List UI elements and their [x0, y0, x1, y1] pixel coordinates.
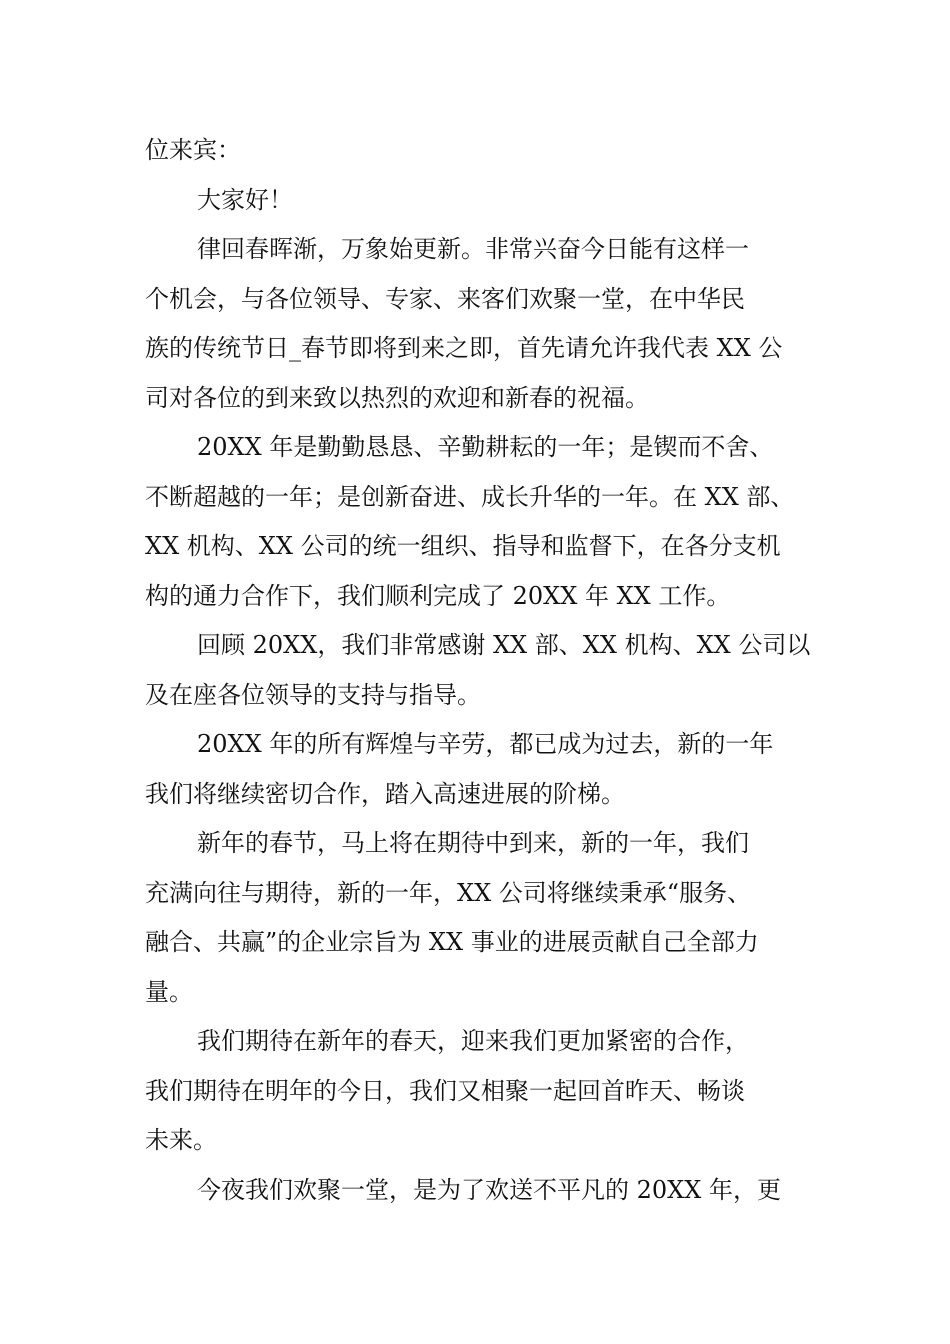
text-line: 我们期待在新年的春天，迎来我们更加紧密的合作，: [197, 1027, 749, 1055]
text-line: 位来宾：: [145, 136, 241, 164]
text-line: 个机会，与各位领导、专家、来客们欢聚一堂，在中华民: [145, 284, 745, 313]
text-line: 量。: [145, 977, 193, 1006]
text-line: 及在座各位领导的支持与指导。: [145, 680, 481, 709]
text-line: 今夜我们欢聚一堂，是为了欢送不平凡的 20XX 年，更: [197, 1175, 781, 1204]
text-line: 我们将继续密切合作，踏入高速进展的阶梯。: [145, 779, 625, 808]
text-line: 回顾 20XX，我们非常感谢 XX 部、XX 机构、XX 公司以: [197, 631, 811, 659]
text-line: 20XX 年是勤勤恳恳、辛勤耕耘的一年；是锲而不舍、: [197, 433, 774, 461]
text-line: 新年的春节，马上将在期待中到来，新的一年，我们: [197, 829, 749, 857]
text-line: 未来。: [145, 1126, 217, 1154]
text-line: 20XX 年的所有辉煌与辛劳，都已成为过去，新的一年: [197, 730, 774, 758]
text-line: 我们期待在明年的今日，我们又相聚一起回首昨天、畅谈: [145, 1076, 745, 1105]
text-line: XX 机构、XX 公司的统一组织、指导和监督下，在各分支机: [145, 532, 781, 560]
text-line: 律回春晖渐，万象始更新。非常兴奋今日能有这样一: [197, 235, 749, 263]
text-line: 充满向往与期待，新的一年，XX 公司将继续秉承“服务、: [145, 878, 752, 907]
text-line: 构的通力合作下，我们顺利完成了 20XX 年 XX 工作。: [145, 581, 731, 610]
speech-body-text: [145, 126, 825, 1215]
text-line: 司对各位的到来致以热烈的欢迎和新春的祝福。: [145, 383, 649, 412]
text-line: 大家好！: [197, 185, 293, 214]
text-line: 融合、共赢”的企业宗旨为 XX 事业的进展贡献自己全部力: [145, 928, 759, 956]
text-line: 族的传统节日_春节即将到来之即，首先请允许我代表 XX 公: [145, 334, 783, 362]
text-line: 不断超越的一年；是创新奋进、成长升华的一年。在 XX 部、: [145, 482, 795, 511]
